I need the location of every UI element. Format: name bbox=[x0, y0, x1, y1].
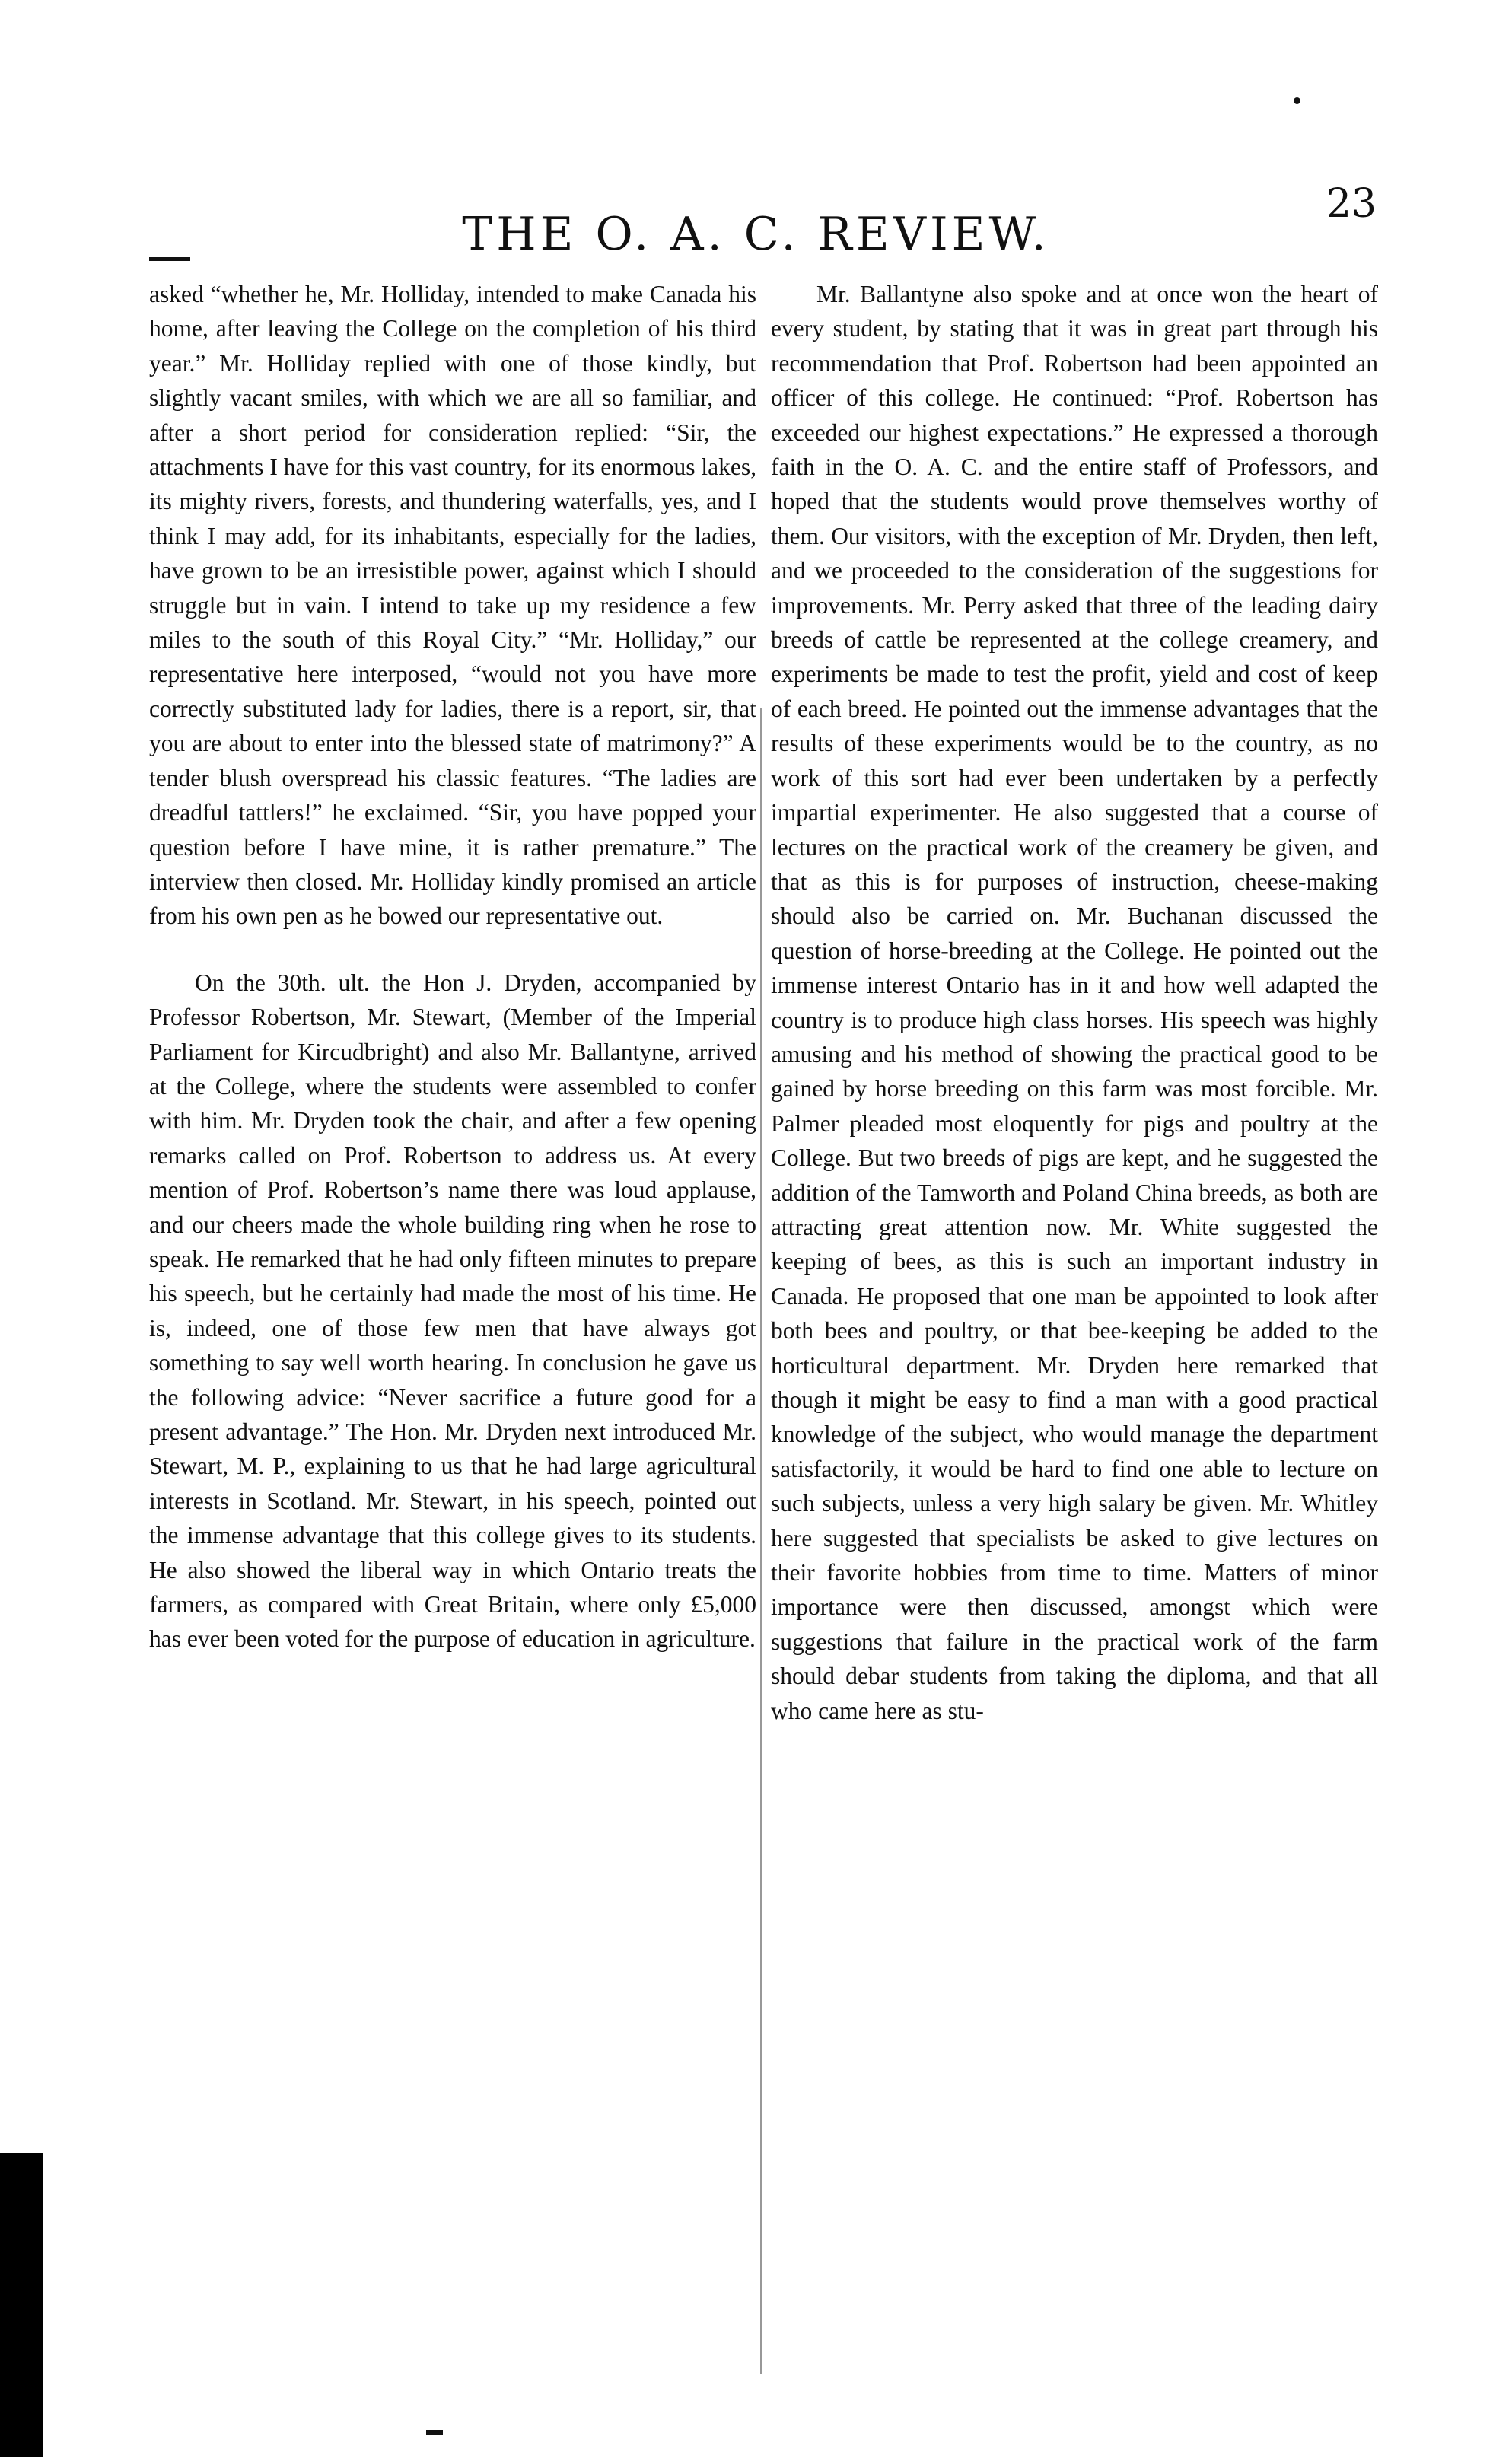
header-rule bbox=[149, 257, 190, 261]
paragraph-suggestions: Mr. Ballantyne also spoke and at once won the heart of every student, by stating that it was in great part through his recommendation that Prof. Robertson had been appointed an officer of this college. He continued: “Prof. Robertson has exceeded our highest expectations.” He expressed a thorough faith in the O. A. C. and the entire staff of Professors, and hoped that the students would prove themselves worthy of them. Our visitors, with the exception of Mr. Dryden, then left, and we proceeded to the consideration of the suggestions for improvements. Mr. Perry asked that three of the leading dairy breeds of cattle be represented at the college creamery, and experiments be made to test the profit, yield and cost of keep of each breed. He pointed out the immense advantages that the results of these experiments would be to the country, as no work of this sort had ever been undertaken by a perfectly impartial experimenter. He also suggested that a course of lectures on the practical work of the creamery be given, and that as this is for purposes of instruction, cheese-making should also be carried on. Mr. Buchanan discussed the question of horse-breeding at the College. He pointed out the immense interest Ontario has in it and how well adapted the country is to produce high class horses. His speech was highly amusing and his method of showing the practical good to be gained by horse breeding on this farm was most forcible. Mr. Palmer pleaded most eloquently for pigs and poultry at the College. But two breeds of pigs are kept, and he suggested the addition of the Tamworth and Poland China breeds, as both are attracting great attention now. Mr. White suggested the keeping of bees, as this is such an important industry in Canada. He proposed that one man be appointed to look after both bees and poultry, or that bee-keeping be added to the horticultural department. Mr. Dryden here remarked that though it might be easy to find a man with a good practical knowledge of the subject, who would manage the department satisfactorily, it would be hard to find one able to lecture on such subjects, unless a very high salary be given. Mr. Whitley here suggested that specialists be asked to give lectures on their favorite hobbies from time to time. Matters of minor importance were then discussed, amongst which were suggestions that failure in the practical work of the farm should debar students from taking the diploma, and that all who came here as stu- bbox=[771, 281, 1378, 1724]
page-number: 23 bbox=[1326, 181, 1377, 227]
scan-speck bbox=[1294, 97, 1300, 104]
running-title: THE O. A. C. REVIEW. bbox=[462, 208, 1050, 262]
paragraph-dryden-visit: On the 30th. ult. the Hon J. Dryden, accompanied by Professor Robertson, Mr. Stewart, (Member of the Imperial Parliament for Kircudbright) and also Mr. Ballantyne, arrived at the College, where the students were assembled to confer with him. Mr. Dryden took the chair, and after a few opening remarks called on Prof. Robertson to address us. At every mention of Prof. Robertson’s name there was loud applause, and our cheers made the whole building ring when he rose to speak. He remarked that he had only fifteen minutes to prepare his speech, but he certainly had made the most of his time. He is, indeed, one of those few men that have always got something to say well worth hearing. In conclusion he gave us the following advice: “Never sacrifice a future good for a present advantage.” The Hon. Mr. Dryden next introduced Mr. Stewart, M. P., explaining to us that he had large agricultural interests in Scotland. Mr. Stewart, in his speech, pointed out the immense advantage that this college gives to its students. He also showed the liberal way in which Ontario treats the farmers, as compared with Great Britain, where only £5,000 has ever been voted for the purpose of education in agriculture. bbox=[149, 969, 756, 1653]
right-column bbox=[771, 277, 1378, 1728]
paragraph-holliday-interview: asked “whether he, Mr. Holliday, intended to make Canada his home, after leaving the College on the completion of his third year.” Mr. Holliday replied with one of those kindly, but slightly vacant smiles, with which we are all so familiar, and after a short period for consideration replied: “Sir, the attachments I have for this vast country, for its enormous lakes, its mighty rivers, forests, and thundering waterfalls, yes, and I think I may add, for its inhabitants, especially for the ladies, have grown to be an irresistible power, against which I should struggle but in vain. I intend to take up my residence a few miles to the south of this Royal City.” “Mr. Holliday,” our representative here interposed, “would not you have more correctly substituted lady for ladies, there is a report, sir, that you are about to enter into the blessed state of matrimony?” A tender blush overspread his classic features. “The ladies are dreadful tattlers!” he exclaimed. “Sir, you have popped your question before I have mine, it is rather premature.” The interview then closed. Mr. Holliday kindly promised an article from his own pen as he bowed our representative out. bbox=[149, 281, 756, 930]
column-divider bbox=[760, 708, 762, 2374]
scan-binding-shadow bbox=[0, 2153, 43, 2457]
left-column bbox=[149, 277, 756, 1657]
footer-mark bbox=[426, 2430, 443, 2435]
